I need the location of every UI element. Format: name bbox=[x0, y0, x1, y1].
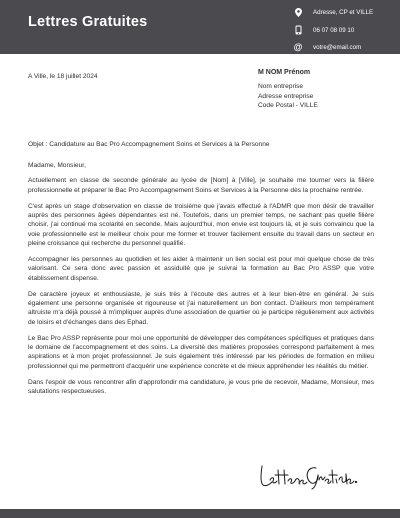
contact-phone-text: 06 07 08 09 10 bbox=[313, 26, 355, 34]
contact-address-text: Adresse, CP et VILLE bbox=[313, 9, 374, 16]
paragraph-closing: Dans l'espoir de vous rencontrer afin d'approfondir ma candidature, je vous prie de recevoir, Madame, Monsieur, mes salutations respectueuses. bbox=[28, 379, 374, 396]
contact-address bbox=[293, 5, 373, 20]
paragraph-qualities: De caractère joyeux et enthousiaste, je suis très à l'écoute des autres et à leur bien-être en général. Je suis également une personne organisée et rigoureuse et j'ai naturellement un bon contact. D'ailleurs mon tempérament altruiste m'a déjà poussé à m'impliquer auprès d'une association de quartier où je participe régulièrement aux activités de loisirs et d'échanges dans des Ephad. bbox=[28, 291, 374, 326]
at-sign-icon: @ bbox=[293, 42, 303, 52]
contact-email bbox=[293, 40, 373, 55]
paragraph-motivation: C'est après un stage d'observation en classe de troisième que j'avais effectué à l'ADMR que mon désir de travailler auprès des personnes âgées dépendantes est né. Toutefois, dans un premier temps, ne sachant pas quelle filière choisir, j'ai continué ma scolarité en seconde. Mais aujourd'hui, mon envie est toujours là, et je suis convaincu que la voie professionnelle est le meilleur choix pour me former et trouver facilement ensuite du travail dans un secteur en pleine croissance qui recherche du personnel qualifié. bbox=[28, 203, 374, 247]
letter-top bbox=[28, 68, 374, 140]
handwritten-signature bbox=[258, 460, 358, 490]
contact-email-text: votre@email.com bbox=[313, 44, 362, 51]
recipient-address: Adresse entreprise bbox=[258, 92, 314, 100]
recipient-company: Nom entreprise bbox=[258, 83, 304, 91]
letter-body bbox=[28, 68, 374, 404]
contact-phone bbox=[293, 23, 373, 38]
footer-bar bbox=[0, 509, 400, 518]
salutation: Madame, Monsieur, bbox=[28, 162, 86, 170]
recipient-city: Code Postal - VILLE bbox=[258, 102, 318, 110]
paragraph-values: Accompagner les personnes au quotidien et les aider à maintenir un lien social est pour moi quelque chose de très valorisant. Ce sera donc avec passion et assiduité que je suivrai la formation au Bac Pro ASSP que votre établissement dispense. bbox=[28, 256, 374, 282]
subject-line: Objet : Candidature au Bac Pro Accompagnement Soins et Services à la Personne bbox=[28, 141, 270, 148]
location-pin-icon bbox=[293, 8, 303, 18]
place-date: A Ville, le 18 juillet 2024 bbox=[28, 73, 98, 80]
recipient-name: M NOM Prénom bbox=[258, 69, 311, 76]
contact-block bbox=[293, 5, 373, 58]
recipient-block bbox=[258, 68, 378, 111]
brand-title: Lettres Gratuites bbox=[28, 14, 148, 30]
paragraph-program: Le Bac Pro ASSP représente pour moi une opportunité de développer des compétences spécifiques et pratiques dans le domaine de l'accompagnement et des soins. La diversité des matières proposées correspond parfaitement à mes aspirations et à mon projet professionnel. Je suis également très intéressé par les périodes de formation en milieu professionnel qui me permettront d'acquérir une expérience concrète et de mieux appréhender les réalités du métier. bbox=[28, 335, 374, 370]
header-bar bbox=[0, 0, 400, 54]
phone-icon bbox=[293, 25, 303, 35]
paragraph-intro: Actuellement en classe de seconde générale au lycée de [Nom] à [Ville], je souhaite me tourner vers la filière professionnelle et préparer le Bac Pro Accompagnement Soins et Services à la Personne dès la prochaine rentrée. bbox=[28, 177, 374, 194]
